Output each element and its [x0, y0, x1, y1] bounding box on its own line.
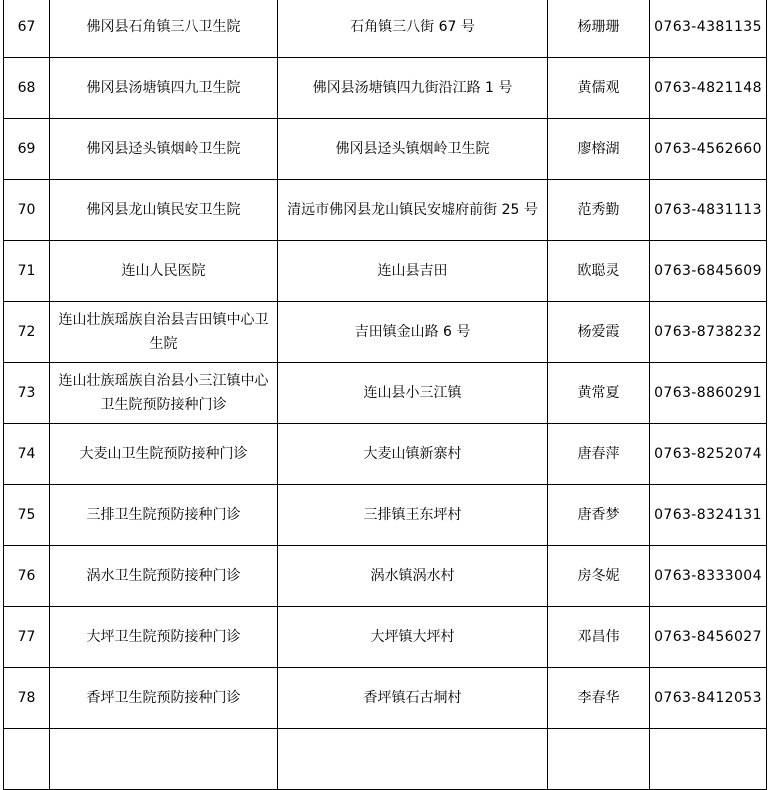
clinic-name: 大麦山卫生院预防接种门诊 [50, 424, 278, 485]
clinic-address: 连山县吉田 [278, 241, 548, 302]
clinic-name: 佛冈县龙山镇民安卫生院 [50, 180, 278, 241]
clinic-address [278, 729, 548, 790]
table-row [4, 119, 767, 180]
contact-person: 李春华 [548, 668, 650, 729]
table-row [4, 241, 767, 302]
phone-number: 0763-8738232 [650, 302, 767, 363]
phone-number: 0763-4381135 [650, 0, 767, 58]
clinic-address: 大麦山镇新寨村 [278, 424, 548, 485]
clinic-address: 石角镇三八街 67 号 [278, 0, 548, 58]
phone-number: 0763-8252074 [650, 424, 767, 485]
row-number: 71 [4, 241, 50, 302]
table-row [4, 424, 767, 485]
row-number: 77 [4, 607, 50, 668]
table-row [4, 0, 767, 58]
row-number: 69 [4, 119, 50, 180]
clinic-name: 佛冈县石角镇三八卫生院 [50, 0, 278, 58]
table-row [4, 546, 767, 607]
contact-person: 黄儒观 [548, 58, 650, 119]
phone-number: 0763-8860291 [650, 363, 767, 424]
phone-number [650, 729, 767, 790]
contact-person: 房冬妮 [548, 546, 650, 607]
phone-number: 0763-8456027 [650, 607, 767, 668]
contact-person: 欧聪灵 [548, 241, 650, 302]
contact-person: 范秀勤 [548, 180, 650, 241]
contact-person: 唐香梦 [548, 485, 650, 546]
clinic-address: 佛冈县迳头镇烟岭卫生院 [278, 119, 548, 180]
row-number: 67 [4, 0, 50, 58]
contact-person: 廖榕湖 [548, 119, 650, 180]
clinic-name: 连山壮族瑶族自治县吉田镇中心卫生院 [50, 302, 278, 363]
clinic-name: 涡水卫生院预防接种门诊 [50, 546, 278, 607]
phone-number: 0763-8324131 [650, 485, 767, 546]
table-row [4, 607, 767, 668]
clinic-name [50, 729, 278, 790]
clinic-address: 三排镇王东坪村 [278, 485, 548, 546]
clinic-name: 佛冈县迳头镇烟岭卫生院 [50, 119, 278, 180]
phone-number: 0763-8412053 [650, 668, 767, 729]
clinic-name: 连山壮族瑶族自治县小三江镇中心卫生院预防接种门诊 [50, 363, 278, 424]
contact-person: 邓昌伟 [548, 607, 650, 668]
clinic-address: 大坪镇大坪村 [278, 607, 548, 668]
clinic-address: 香坪镇石古垌村 [278, 668, 548, 729]
contact-person: 杨珊珊 [548, 0, 650, 58]
table-row [4, 485, 767, 546]
clinic-address: 佛冈县汤塘镇四九街沿江路 1 号 [278, 58, 548, 119]
row-number: 78 [4, 668, 50, 729]
phone-number: 0763-4562660 [650, 119, 767, 180]
clinic-name: 香坪卫生院预防接种门诊 [50, 668, 278, 729]
clinic-name: 连山人民医院 [50, 241, 278, 302]
clinic-table [3, 0, 767, 790]
phone-number: 0763-8333004 [650, 546, 767, 607]
clinic-address: 清远市佛冈县龙山镇民安墟府前街 25 号 [278, 180, 548, 241]
clinic-address: 涡水镇涡水村 [278, 546, 548, 607]
table-row [4, 363, 767, 424]
table-row [4, 668, 767, 729]
clinic-name: 大坪卫生院预防接种门诊 [50, 607, 278, 668]
table-row [4, 302, 767, 363]
table-row [4, 58, 767, 119]
phone-number: 0763-6845609 [650, 241, 767, 302]
clinic-address: 连山县小三江镇 [278, 363, 548, 424]
clinic-address: 吉田镇金山路 6 号 [278, 302, 548, 363]
row-number: 76 [4, 546, 50, 607]
row-number: 68 [4, 58, 50, 119]
row-number [4, 729, 50, 790]
contact-person: 杨爱霞 [548, 302, 650, 363]
clinic-table-body [4, 0, 767, 790]
phone-number: 0763-4821148 [650, 58, 767, 119]
phone-number: 0763-4831113 [650, 180, 767, 241]
row-number: 73 [4, 363, 50, 424]
clinic-name: 佛冈县汤塘镇四九卫生院 [50, 58, 278, 119]
clinic-name: 三排卫生院预防接种门诊 [50, 485, 278, 546]
table-row-partial [4, 729, 767, 790]
row-number: 70 [4, 180, 50, 241]
row-number: 72 [4, 302, 50, 363]
contact-person: 唐春萍 [548, 424, 650, 485]
row-number: 75 [4, 485, 50, 546]
contact-person [548, 729, 650, 790]
contact-person: 黄常夏 [548, 363, 650, 424]
row-number: 74 [4, 424, 50, 485]
table-row [4, 180, 767, 241]
